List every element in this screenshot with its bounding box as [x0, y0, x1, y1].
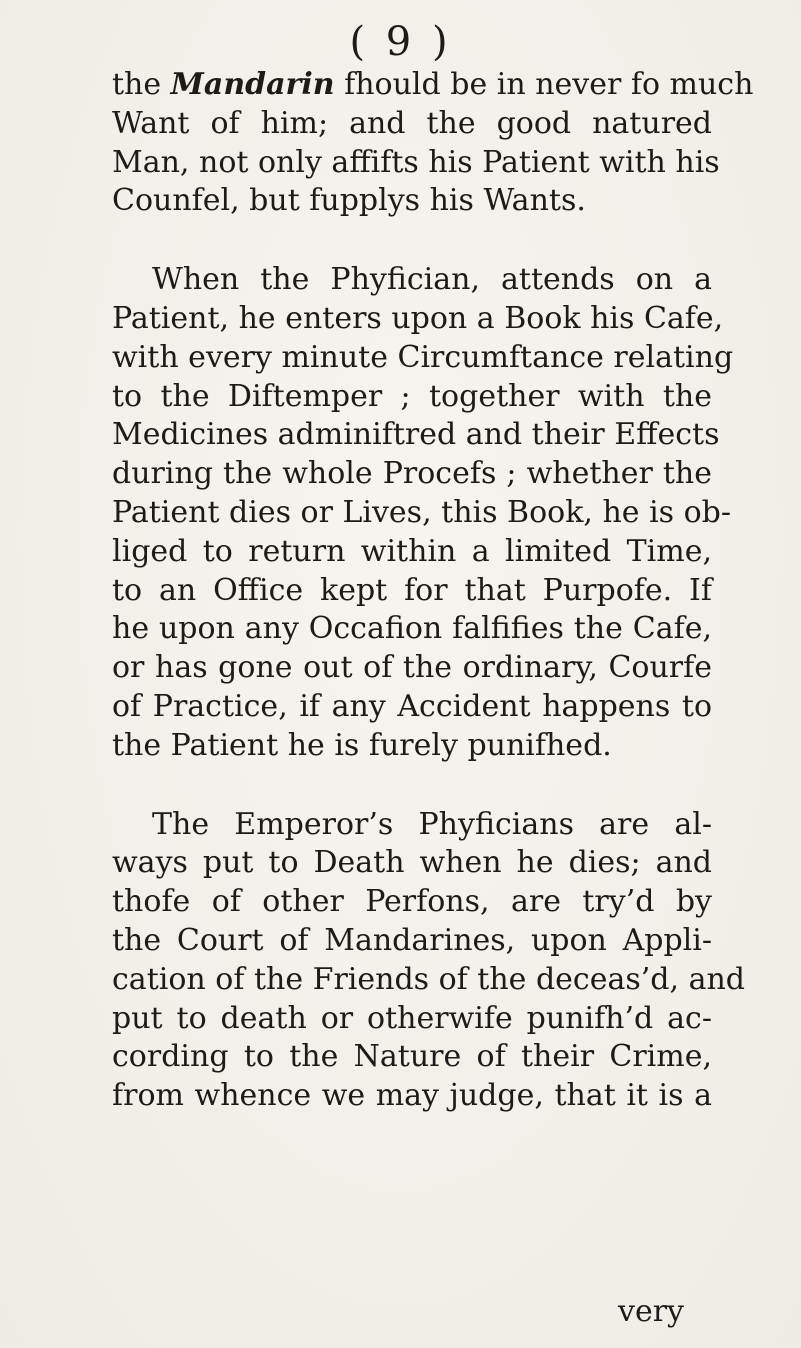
text-line: cording to the Nature of their Crime,	[112, 1039, 712, 1075]
text-line: from whence we may judge, that it is a	[112, 1078, 712, 1114]
text-line: cation of the Friends of the deceas’d, and	[112, 961, 745, 997]
text-line: during the whole Procefs ; whether the	[112, 456, 712, 492]
text-line: Counfel, but fupplys his Wants.	[112, 183, 586, 219]
text-line: Man, not only affifts his Patient with his	[112, 144, 720, 180]
line-prefix: the	[112, 67, 171, 102]
text-line: When the Phyfician, attends on a	[152, 262, 712, 298]
text-line: Want of him; and the good natured	[112, 105, 712, 141]
text-line: to the Diftemper ; together with the	[112, 378, 712, 414]
text-line: Patient dies or Lives, this Book, he is ob-	[112, 494, 732, 530]
catchword: very	[618, 1294, 684, 1329]
text-line: the Patient he is furely punifhed.	[112, 727, 612, 763]
paragraph-3	[112, 806, 745, 1116]
text-line: ways put to Death when he dies; and	[112, 845, 712, 881]
paragraph-2	[112, 261, 734, 765]
text-line: the Court of Mandarines, upon Appli-	[112, 922, 712, 958]
text-line: to an Office kept for that Purpofe. If	[112, 572, 712, 608]
text-line: thofe of other Perfons, are try’d by	[112, 884, 712, 920]
text-line: Patient, he enters upon a Book his Cafe,	[112, 300, 724, 336]
text-line: Medicines adminiftred and their Effects	[112, 417, 720, 453]
paragraph-1	[112, 66, 754, 221]
line-suffix: fhould be in never fo much	[334, 67, 754, 102]
text-line: with every minute Circumftance relating	[112, 339, 734, 375]
text-line: he upon any Occafion falfifies the Cafe,	[112, 611, 712, 647]
page-number: ( 9 )	[349, 19, 452, 65]
text-line: of Practice, if any Accident happens to	[112, 688, 712, 724]
text-line: or has gone out of the ordinary, Courfe	[112, 650, 712, 686]
mandarin-emphasis: Mandarin	[170, 67, 335, 102]
text-line: The Emperor’s Phyficians are al-	[152, 806, 712, 842]
body-text	[112, 66, 754, 1116]
text-line	[112, 66, 754, 105]
text-line: put to death or otherwife punifh’d ac-	[112, 1000, 712, 1036]
text-line: liged to return within a limited Time,	[112, 533, 712, 569]
